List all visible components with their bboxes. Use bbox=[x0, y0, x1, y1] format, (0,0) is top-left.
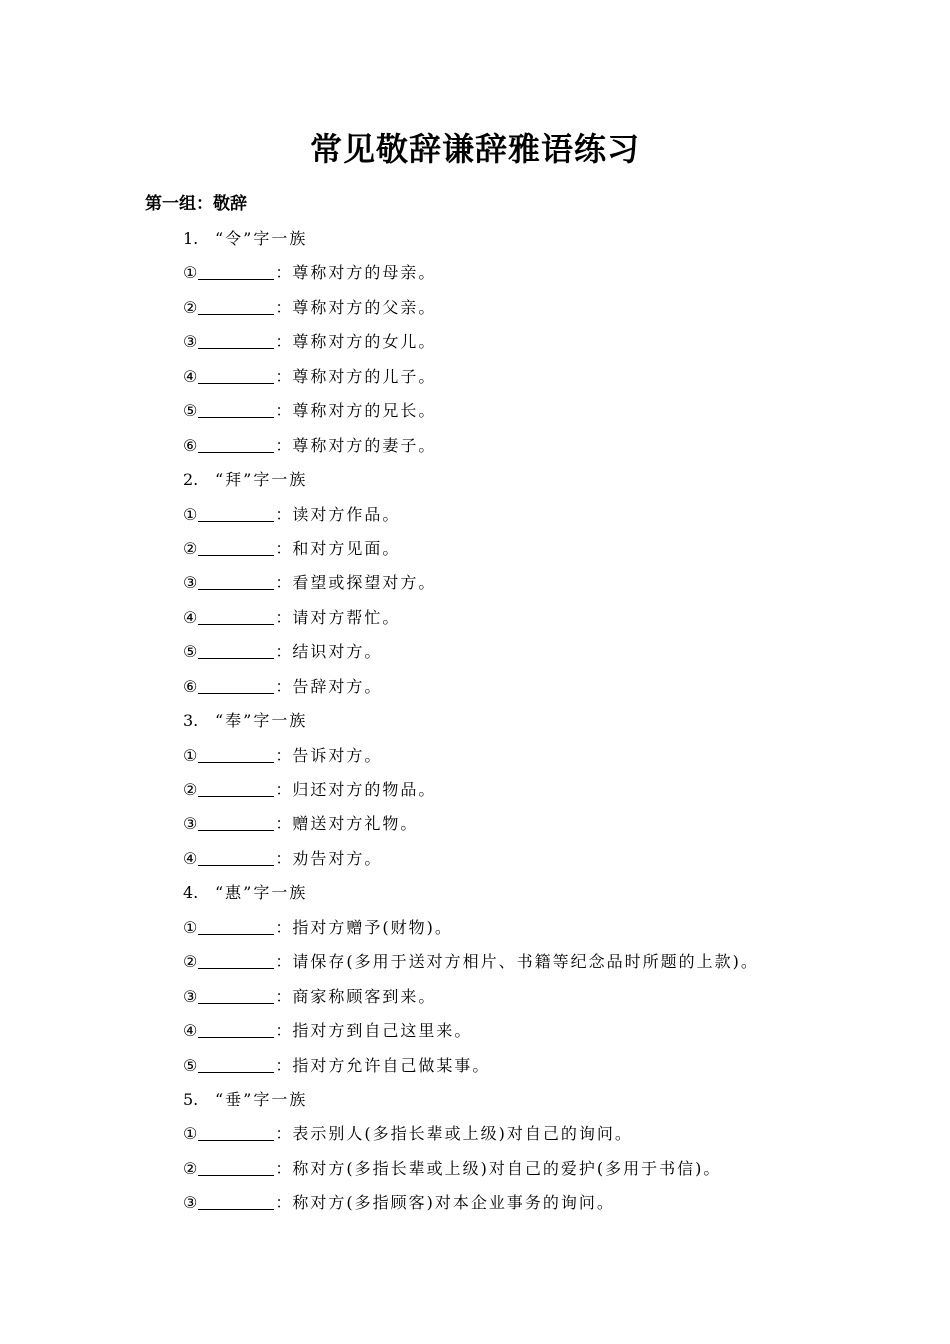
exercise-list bbox=[183, 224, 903, 1223]
group-heading bbox=[183, 706, 903, 740]
exercise-item bbox=[183, 1154, 903, 1188]
colon-separator: ： bbox=[275, 952, 292, 972]
answer-blank[interactable] bbox=[198, 1021, 274, 1038]
exercise-item bbox=[183, 258, 903, 292]
item-marker: ② bbox=[183, 952, 198, 972]
item-definition: 尊称对方的女儿。 bbox=[292, 332, 437, 352]
colon-separator: ： bbox=[275, 642, 292, 662]
item-marker: ③ bbox=[183, 573, 198, 593]
colon-separator: ： bbox=[275, 1124, 292, 1144]
item-marker: ① bbox=[183, 263, 198, 283]
item-marker: ② bbox=[183, 538, 198, 558]
item-definition: 看望或探望对方。 bbox=[292, 573, 437, 593]
answer-blank[interactable] bbox=[198, 608, 274, 625]
answer-blank[interactable] bbox=[198, 1159, 274, 1176]
answer-blank[interactable] bbox=[198, 573, 274, 590]
item-definition: 指对方赠予(财物)。 bbox=[292, 917, 453, 937]
item-definition: 指对方允许自己做某事。 bbox=[292, 1055, 491, 1075]
colon-separator: ： bbox=[275, 848, 292, 868]
exercise-item bbox=[183, 844, 903, 878]
exercise-item bbox=[183, 982, 903, 1016]
colon-separator: ： bbox=[275, 745, 292, 765]
item-definition: 归还对方的物品。 bbox=[292, 780, 437, 799]
section-heading: 第一组：敬辞 bbox=[145, 194, 247, 214]
colon-separator: ： bbox=[275, 297, 292, 317]
exercise-item bbox=[183, 947, 903, 981]
exercise-item bbox=[183, 913, 903, 947]
answer-blank[interactable] bbox=[198, 1193, 274, 1210]
group-number: 2. bbox=[183, 470, 199, 490]
exercise-item bbox=[183, 603, 903, 637]
colon-separator: ： bbox=[275, 504, 292, 524]
group-number: 3. bbox=[183, 711, 199, 731]
answer-blank[interactable] bbox=[198, 918, 274, 935]
exercise-item bbox=[183, 1016, 903, 1050]
answer-blank[interactable] bbox=[198, 1056, 274, 1073]
colon-separator: ： bbox=[275, 986, 292, 1006]
item-marker: ① bbox=[183, 745, 198, 765]
colon-separator: ： bbox=[275, 780, 292, 799]
item-definition: 请对方帮忙。 bbox=[292, 607, 401, 627]
colon-separator: ： bbox=[275, 435, 292, 455]
item-marker: ④ bbox=[183, 366, 198, 386]
exercise-item bbox=[183, 396, 903, 430]
group-number: 4. bbox=[183, 883, 199, 903]
item-definition: 商家称顾客到来。 bbox=[292, 986, 437, 1006]
exercise-item bbox=[183, 327, 903, 361]
colon-separator: ： bbox=[275, 263, 292, 283]
answer-blank[interactable] bbox=[198, 401, 274, 418]
item-marker: ① bbox=[183, 504, 198, 524]
group-heading bbox=[183, 224, 903, 258]
item-marker: ② bbox=[183, 1158, 198, 1178]
colon-separator: ： bbox=[275, 1021, 292, 1041]
exercise-item bbox=[183, 534, 903, 568]
answer-blank[interactable] bbox=[198, 436, 274, 453]
exercise-item bbox=[183, 809, 903, 843]
item-marker: ③ bbox=[183, 986, 198, 1006]
colon-separator: ： bbox=[275, 1055, 292, 1075]
exercise-item bbox=[183, 1051, 903, 1085]
exercise-item bbox=[183, 568, 903, 602]
group-number: 5. bbox=[183, 1089, 199, 1109]
item-definition: 劝告对方。 bbox=[292, 848, 383, 868]
item-definition: 指对方到自己这里来。 bbox=[292, 1021, 473, 1041]
colon-separator: ： bbox=[275, 917, 292, 937]
exercise-item bbox=[183, 500, 903, 534]
exercise-item bbox=[183, 293, 903, 327]
answer-blank[interactable] bbox=[198, 952, 274, 969]
answer-blank[interactable] bbox=[198, 677, 274, 694]
item-marker: ⑤ bbox=[183, 401, 198, 421]
item-definition: 尊称对方的兄长。 bbox=[292, 401, 437, 421]
item-marker: ① bbox=[183, 1124, 198, 1144]
item-definition: 结识对方。 bbox=[292, 642, 383, 662]
item-marker: ④ bbox=[183, 1021, 198, 1041]
answer-blank[interactable] bbox=[198, 539, 274, 556]
answer-blank[interactable] bbox=[198, 298, 274, 315]
answer-blank[interactable] bbox=[198, 263, 274, 280]
item-definition: 尊称对方的父亲。 bbox=[292, 297, 437, 317]
item-definition: 请保存(多用于送对方相片、书籍等纪念品时所题的上款)。 bbox=[292, 952, 759, 972]
group-title: “令”字一族 bbox=[215, 229, 308, 248]
item-definition: 称对方(多指顾客)对本企业事务的询问。 bbox=[292, 1193, 615, 1213]
group-title: “奉”字一族 bbox=[215, 711, 308, 731]
item-definition: 告诉对方。 bbox=[292, 745, 383, 765]
item-definition: 尊称对方的儿子。 bbox=[292, 366, 437, 386]
colon-separator: ： bbox=[275, 401, 292, 421]
colon-separator: ： bbox=[275, 332, 292, 352]
item-marker: ④ bbox=[183, 848, 198, 868]
item-marker: ⑤ bbox=[183, 1055, 198, 1075]
exercise-item bbox=[183, 672, 903, 706]
item-definition: 称对方(多指长辈或上级)对自己的爱护(多用于书信)。 bbox=[292, 1158, 722, 1178]
item-definition: 告辞对方。 bbox=[292, 676, 383, 696]
item-definition: 表示别人(多指长辈或上级)对自己的询问。 bbox=[292, 1124, 633, 1144]
group-heading bbox=[183, 1085, 903, 1119]
answer-blank[interactable] bbox=[198, 367, 274, 384]
answer-blank[interactable] bbox=[198, 987, 274, 1004]
item-marker: ③ bbox=[183, 814, 198, 834]
item-marker: ② bbox=[183, 780, 198, 799]
exercise-item bbox=[183, 362, 903, 396]
exercise-item bbox=[183, 741, 903, 775]
answer-blank[interactable] bbox=[198, 814, 274, 831]
group-heading bbox=[183, 878, 903, 912]
answer-blank[interactable] bbox=[198, 642, 274, 659]
group-heading bbox=[183, 465, 903, 499]
item-marker: ⑤ bbox=[183, 642, 198, 662]
item-marker: ⑥ bbox=[183, 435, 198, 455]
answer-blank[interactable] bbox=[198, 1124, 274, 1141]
item-marker: ④ bbox=[183, 607, 198, 627]
colon-separator: ： bbox=[275, 538, 292, 558]
answer-blank[interactable] bbox=[198, 505, 274, 522]
item-marker: ③ bbox=[183, 1193, 198, 1213]
item-marker: ① bbox=[183, 917, 198, 937]
colon-separator: ： bbox=[275, 573, 292, 593]
answer-blank[interactable] bbox=[198, 332, 274, 349]
exercise-item bbox=[183, 1119, 903, 1153]
colon-separator: ： bbox=[275, 1158, 292, 1178]
group-title: “垂”字一族 bbox=[215, 1089, 308, 1109]
item-marker: ② bbox=[183, 297, 198, 317]
colon-separator: ： bbox=[275, 607, 292, 627]
colon-separator: ： bbox=[275, 676, 292, 696]
colon-separator: ： bbox=[275, 366, 292, 386]
exercise-item bbox=[183, 431, 903, 465]
colon-separator: ： bbox=[275, 814, 292, 834]
item-definition: 读对方作品。 bbox=[292, 504, 401, 524]
item-marker: ③ bbox=[183, 332, 198, 352]
item-marker: ⑥ bbox=[183, 676, 198, 696]
colon-separator: ： bbox=[275, 1193, 292, 1213]
item-definition: 和对方见面。 bbox=[292, 538, 401, 558]
group-title: “惠”字一族 bbox=[215, 883, 308, 903]
exercise-item bbox=[183, 775, 903, 809]
item-definition: 尊称对方的妻子。 bbox=[292, 435, 437, 455]
exercise-item bbox=[183, 637, 903, 671]
page-title: 常见敬辞谦辞雅语练习 bbox=[309, 130, 640, 168]
answer-blank[interactable] bbox=[198, 849, 274, 866]
item-definition: 尊称对方的母亲。 bbox=[292, 263, 437, 283]
group-title: “拜”字一族 bbox=[215, 470, 308, 490]
exercise-item bbox=[183, 1188, 903, 1222]
group-number: 1. bbox=[183, 229, 199, 248]
answer-blank[interactable] bbox=[198, 746, 274, 763]
item-definition: 赠送对方礼物。 bbox=[292, 814, 419, 834]
answer-blank[interactable] bbox=[198, 780, 274, 797]
